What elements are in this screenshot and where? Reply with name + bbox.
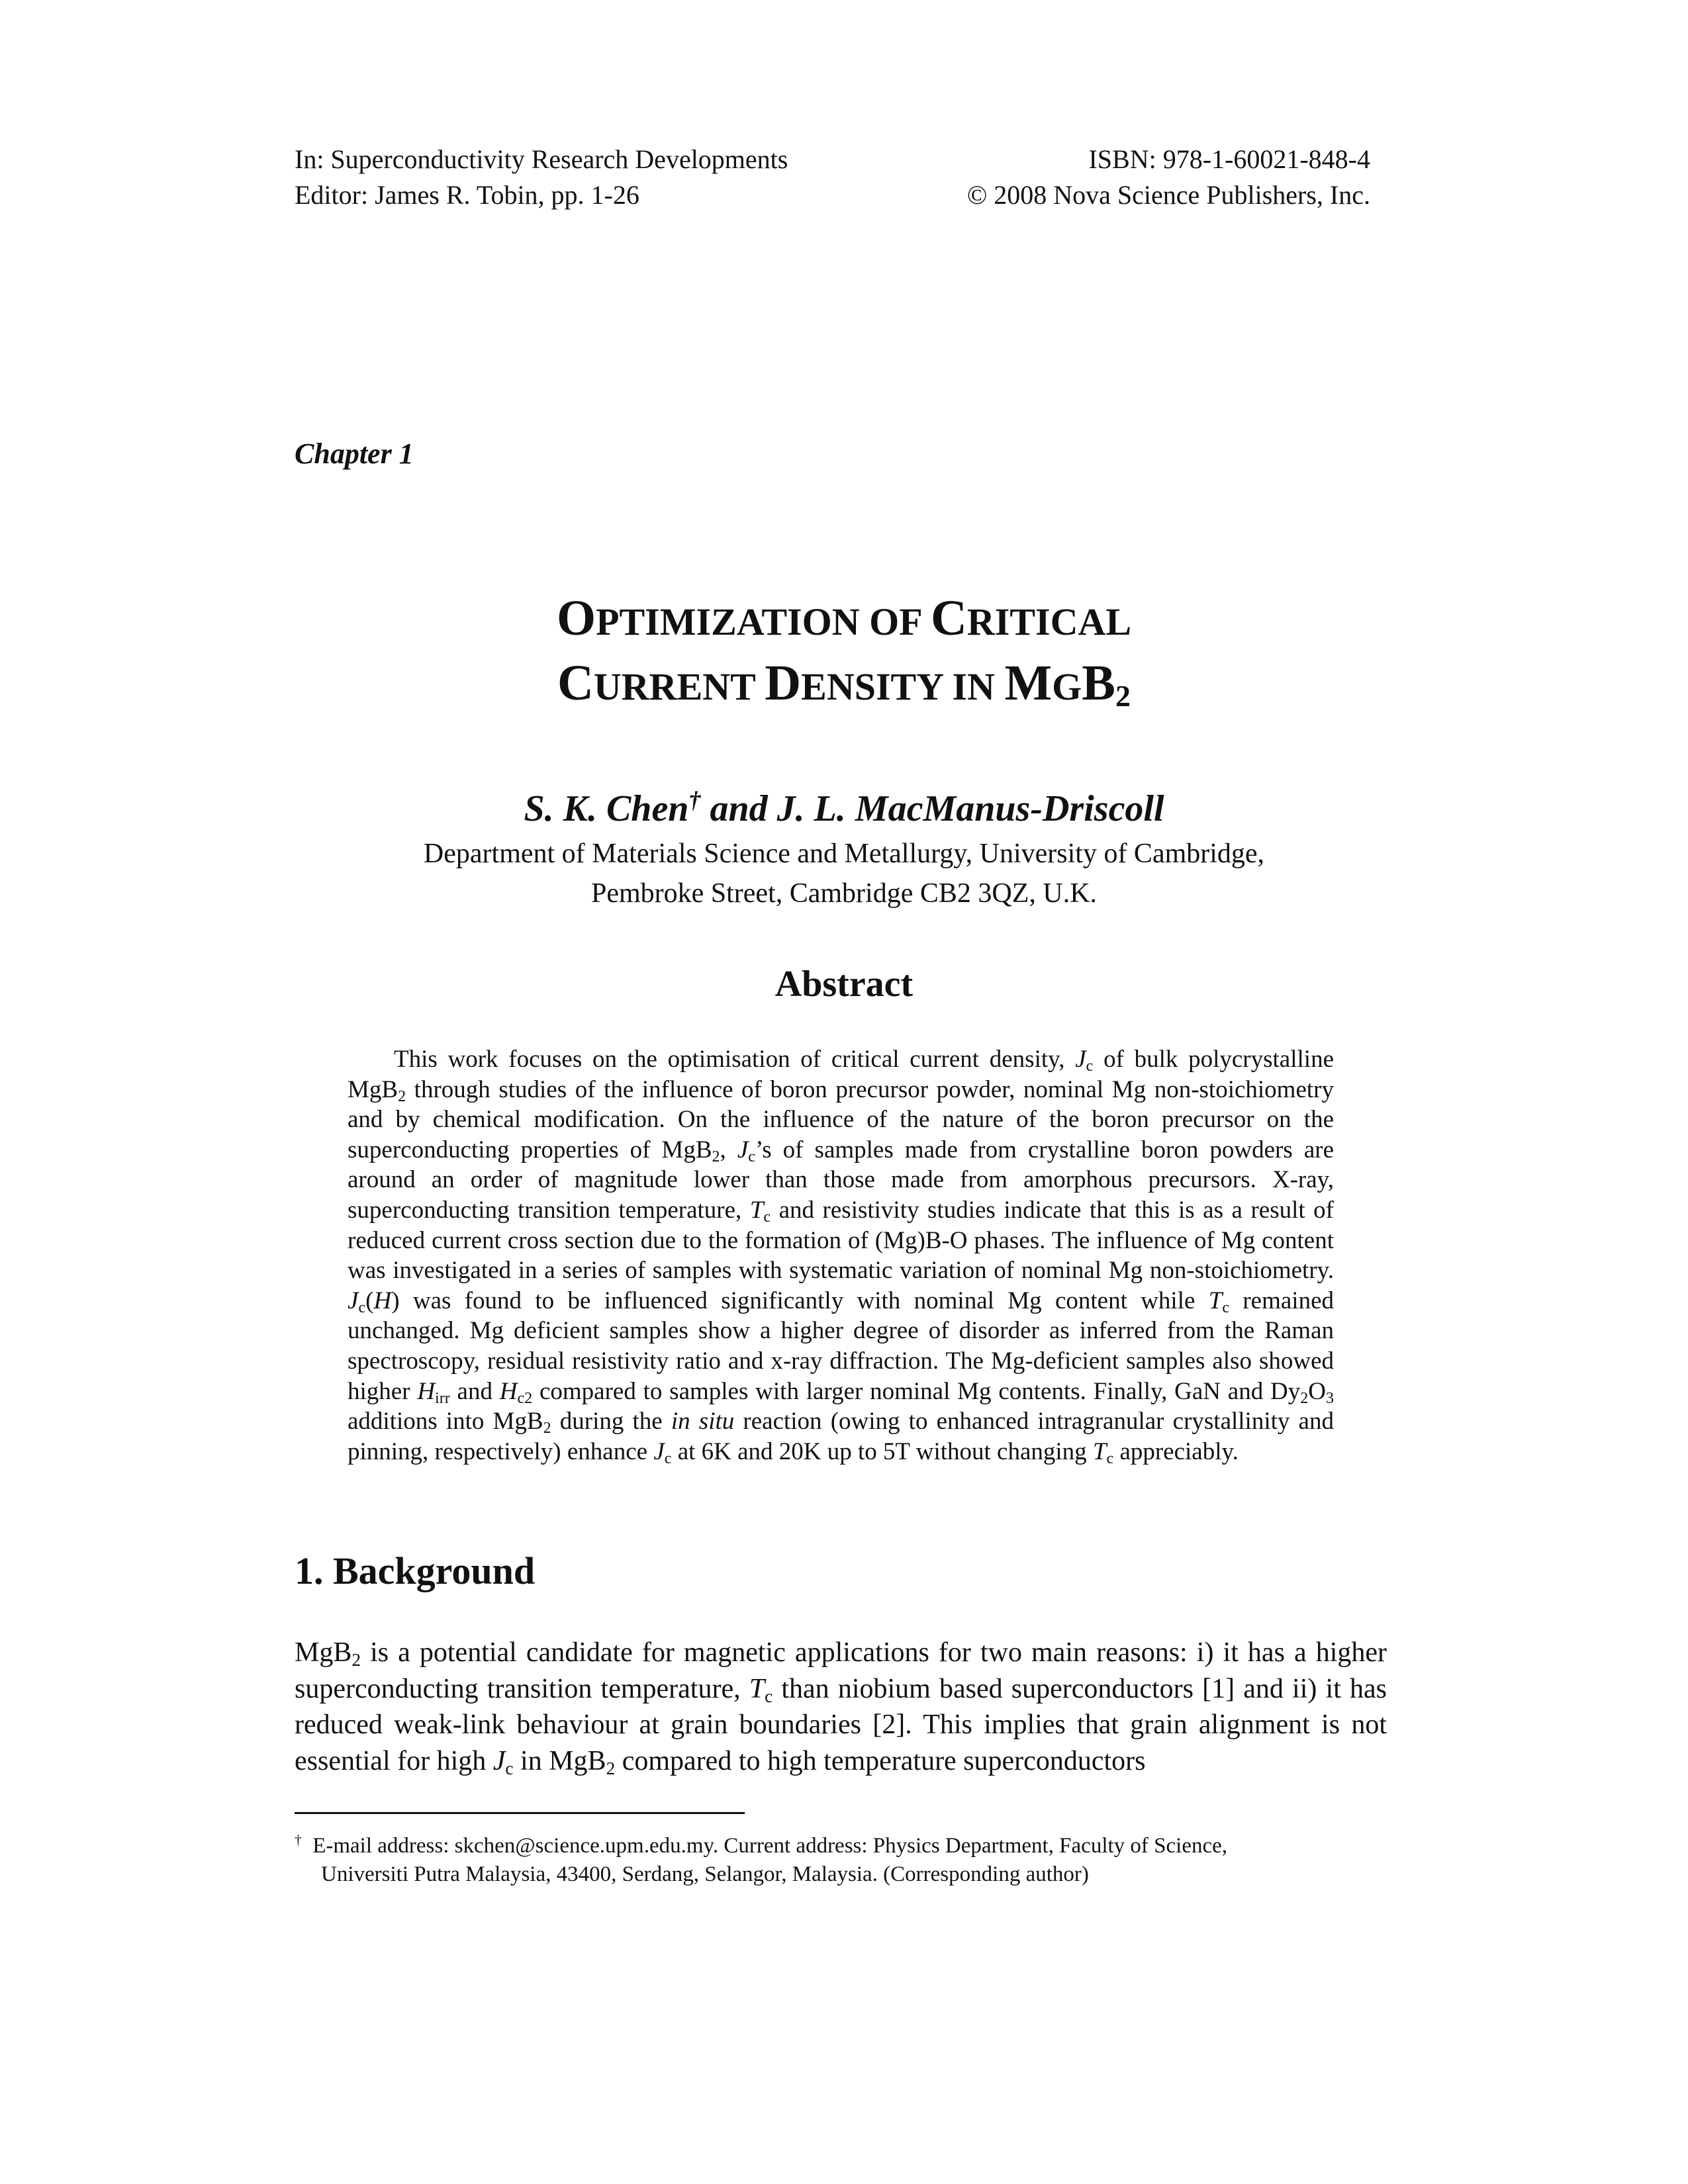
- subscript: 3: [1325, 1389, 1334, 1407]
- italic-symbol: J: [1075, 1046, 1086, 1073]
- footnote-line-1: † E-mail address: skchen@science.upm.edu.my. Current address: Physics Department, Faculty of Science,: [295, 1832, 1228, 1858]
- subscript: 2: [1300, 1389, 1309, 1407]
- footnote-mark: †: [295, 1832, 302, 1848]
- author-line: [0, 788, 1688, 830]
- text-run: ) was found to be influenced significantly with nominal Mg content while: [391, 1287, 1209, 1314]
- text-run: appreciably.: [1113, 1437, 1239, 1465]
- isbn-line: ISBN: 978-1-60021-848-4: [1088, 144, 1370, 174]
- text-run: remained unchanged. Mg deficient samples show a higher degree of disorder as inferred from the Raman spectroscopy, residual resistivity ratio and x-ray diffraction. The Mg-deficient samples also showed higher: [348, 1287, 1334, 1405]
- italic-symbol: J: [348, 1287, 359, 1314]
- subscript: c2: [517, 1389, 533, 1407]
- subscript: c: [664, 1449, 672, 1467]
- text-run: is a potential candidate for magnetic applications for two main reasons: i) it has a higher superconducting transition temperature,: [295, 1637, 1387, 1704]
- italic-symbol: T: [749, 1196, 764, 1224]
- copyright-line: © 2008 Nova Science Publishers, Inc.: [966, 180, 1370, 210]
- author-rest: and J. L. MacManus-Driscoll: [700, 788, 1164, 829]
- subscript: c: [505, 1758, 514, 1778]
- text-run: at 6K and 20K up to 5T without changing: [671, 1437, 1093, 1465]
- abstract-heading: Abstract: [774, 964, 914, 1005]
- chapter-label: Chapter 1: [295, 437, 414, 470]
- text-run: reaction (owing to enhanced intragranular crystallinity and pinning, respectively) enhance: [348, 1408, 1334, 1465]
- text-run: This work focuses on the optimisation of critical current density,: [394, 1046, 1076, 1073]
- affiliation: Department of Materials Science and Metallurgy, University of Cambridge, Pembroke Street, Cambridge CB2 3QZ, U.K.: [423, 839, 1265, 909]
- text-run: during the: [551, 1408, 671, 1435]
- subscript: c: [1086, 1058, 1094, 1075]
- text-run: than niobium based superconductors [1] and ii) it has reduced weak-link behaviour at grain boundaries [2]. This implies that grain alignment is not essential for high: [295, 1673, 1387, 1776]
- text-run: and: [449, 1377, 500, 1405]
- italic-symbol: J: [492, 1745, 506, 1776]
- italic-symbol: H: [499, 1377, 518, 1405]
- subscript: 2: [606, 1758, 616, 1778]
- footnote-line-2: Universiti Putra Malaysia, 43400, Serdang, Selangor, Malaysia. (Corresponding author): [321, 1862, 1089, 1886]
- subscript: irr: [435, 1389, 450, 1407]
- italic-symbol: H: [373, 1287, 392, 1314]
- text-run: compared to samples with larger nominal Mg contents. Finally, GaN and Dy: [532, 1377, 1301, 1405]
- text-run: compared to high temperature superconductors: [615, 1745, 1146, 1776]
- italic-symbol: T: [749, 1673, 765, 1704]
- italic-symbol: J: [737, 1136, 749, 1163]
- footnote-rule: [295, 1812, 745, 1814]
- editor-line: Editor: James R. Tobin, pp. 1-26: [295, 180, 639, 210]
- subscript: 2: [352, 1649, 361, 1670]
- italic-symbol: T: [1092, 1437, 1107, 1465]
- subscript: c: [1222, 1298, 1230, 1316]
- abstract-text: [348, 1044, 1334, 1467]
- subscript: 2: [398, 1087, 406, 1105]
- title-line-1: OPTIMIZATION OF CRITICAL: [556, 590, 1132, 646]
- text-run: ’s of samples made from crystalline boron powders are around an order of magnitude lower than those made from amorphous precursors. X-ray, superconducting transition temperature,: [348, 1136, 1334, 1224]
- text-run: additions into MgB: [348, 1408, 543, 1435]
- subscript: c: [358, 1298, 366, 1316]
- subscript: c: [763, 1208, 771, 1226]
- text-run: (: [365, 1287, 374, 1314]
- text-run: through studies of the influence of boron precursor powder, nominal Mg non-stoichiometry and by chemical modification. On the influence of the nature of the boron precursor on the superconducting properties of MgB: [348, 1075, 1334, 1163]
- text-run: of bulk polycrystalline MgB: [348, 1046, 1334, 1103]
- text-run: MgB: [295, 1637, 352, 1668]
- subscript: c: [1106, 1449, 1114, 1467]
- dagger-mark: †: [688, 786, 701, 813]
- subscript: 2: [543, 1420, 551, 1437]
- paper-title: [0, 588, 1688, 717]
- italic-symbol: T: [1208, 1287, 1223, 1314]
- text-run: O: [1308, 1377, 1326, 1405]
- italic-symbol: in situ: [671, 1408, 735, 1435]
- book-source-line: In: Superconductivity Research Developments: [295, 144, 788, 174]
- italic-symbol: H: [417, 1377, 436, 1405]
- author-first: S. K. Chen: [524, 788, 689, 829]
- subscript: c: [765, 1686, 773, 1706]
- subscript: c: [748, 1148, 755, 1165]
- text-run: in MgB: [513, 1745, 606, 1776]
- section-heading: 1. Background: [295, 1549, 536, 1592]
- title-line-2: CURRENT DENSITY IN $MGB_2$: [557, 655, 1131, 713]
- italic-symbol: J: [653, 1437, 665, 1465]
- text-run: ,: [720, 1136, 737, 1163]
- running-header-right: [774, 142, 1370, 213]
- footnote: [295, 1832, 1387, 1889]
- subscript: 2: [712, 1148, 720, 1165]
- body-paragraph: [295, 1635, 1387, 1779]
- text-run: and resistivity studies indicate that this is as a result of reduced current cross section due to the formation of (Mg)B-O phases. The influence of Mg content was investigated in a series of samples with systematic variation of nominal Mg non-stoichiometry.: [348, 1196, 1334, 1285]
